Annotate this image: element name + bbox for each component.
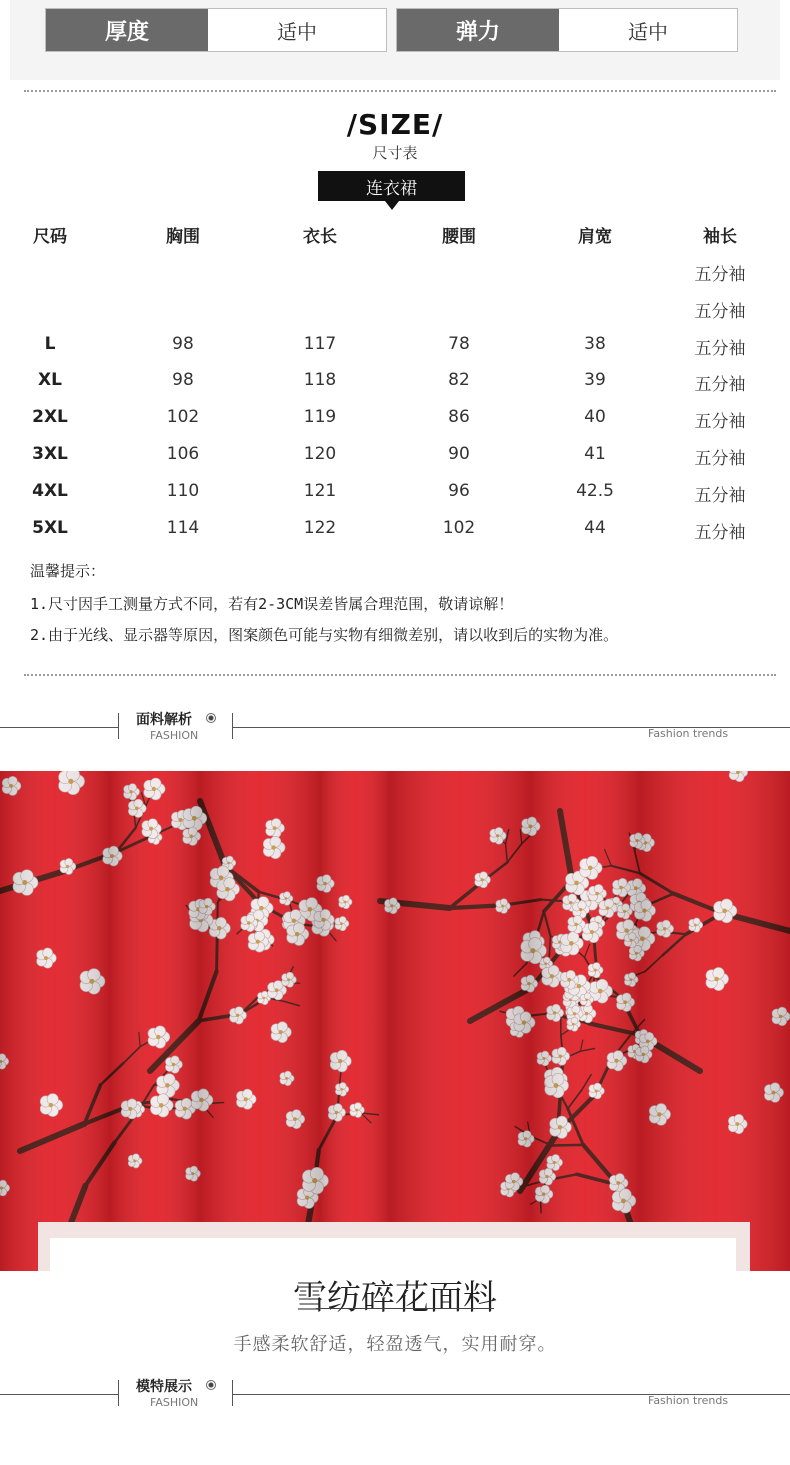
caption-frame <box>736 1222 750 1271</box>
size-table-cell: 39 <box>584 370 606 390</box>
size-table-cell: 五分袖 <box>694 375 746 395</box>
size-table-cell: 117 <box>303 334 337 354</box>
section-subtitle: FASHION <box>150 729 199 742</box>
size-table-cell: 120 <box>303 444 337 464</box>
size-table-cell: 98 <box>172 334 194 354</box>
dotted-divider <box>24 674 776 676</box>
size-table-cell: 114 <box>166 518 200 538</box>
title-underline <box>316 1308 494 1309</box>
attribute-value: 适中 <box>628 19 668 44</box>
size-table-cell: 78 <box>448 334 470 354</box>
size-label-cell: 3XL <box>32 444 68 464</box>
size-table-cell: 五分袖 <box>694 486 746 506</box>
size-table-cell: 102 <box>166 407 200 427</box>
fabric-title: 雪纺碎花面料 <box>293 1278 497 1318</box>
dotted-divider <box>24 90 776 92</box>
size-table-cell: 122 <box>303 518 337 538</box>
size-title: /SIZE/ <box>346 108 444 141</box>
size-table-cell: 119 <box>303 407 337 427</box>
size-table-cell: 86 <box>448 407 470 427</box>
section-trend-label: Fashion trends <box>648 1394 729 1407</box>
size-label-cell: XL <box>38 370 62 390</box>
size-table-cell: 五分袖 <box>694 302 746 322</box>
size-table-cell: 106 <box>166 444 200 464</box>
size-table-header: 肩宽 <box>578 227 612 247</box>
floral-pattern-image <box>0 771 790 1271</box>
divider-bar <box>232 713 233 739</box>
dress-tag: 连衣裙 <box>318 171 465 201</box>
section-header-model <box>0 1374 790 1414</box>
fabric-photo <box>0 771 790 1271</box>
size-table-cell: 98 <box>172 370 194 390</box>
size-label-cell: 5XL <box>32 518 68 538</box>
size-table-cell: 42.5 <box>576 481 614 501</box>
divider-bar <box>118 1380 119 1406</box>
divider-bar <box>232 1380 233 1406</box>
size-table-cell: 121 <box>303 481 337 501</box>
caption-frame <box>38 1222 750 1238</box>
size-table-cell: 40 <box>584 407 606 427</box>
bullet-icon <box>206 1380 216 1390</box>
size-table-cell: 102 <box>442 518 476 538</box>
size-table-header: 腰围 <box>442 227 476 247</box>
tip-line-2: 2.由于光线、显示器等原因，图案颜色可能与实物有细微差别，请以收到后的实物为准。 <box>30 626 619 644</box>
size-table-cell: 44 <box>584 518 606 538</box>
tip-line-1: 1.尺寸因手工测量方式不同，若有2-3CM误差皆属合理范围，敬请谅解！ <box>30 595 514 613</box>
size-label-cell: 2XL <box>32 407 68 427</box>
divider-line <box>0 1394 118 1395</box>
size-table-cell: 82 <box>448 370 470 390</box>
size-table-cell: 38 <box>584 334 606 354</box>
size-table-header: 袖长 <box>703 227 737 247</box>
bullet-icon <box>206 713 216 723</box>
size-table-cell: 五分袖 <box>694 449 746 469</box>
size-table-cell: 90 <box>448 444 470 464</box>
attribute-value: 适中 <box>277 19 317 44</box>
section-header-fabric <box>0 707 790 747</box>
size-table-cell: 五分袖 <box>694 339 746 359</box>
size-table-cell: 41 <box>584 444 606 464</box>
size-subtitle: 尺寸表 <box>372 144 418 162</box>
size-label-cell: 4XL <box>32 481 68 501</box>
size-table-cell: 五分袖 <box>694 265 746 285</box>
size-table-cell: 118 <box>303 370 337 390</box>
section-trend-label: Fashion trends <box>648 727 729 740</box>
size-table-cell: 五分袖 <box>694 412 746 432</box>
attribute-thickness <box>45 8 387 52</box>
size-table-header: 胸围 <box>166 227 200 247</box>
size-table-header: 衣长 <box>303 227 337 247</box>
size-table-cell: 96 <box>448 481 470 501</box>
section-subtitle: FASHION <box>150 1396 199 1409</box>
size-table-cell: 110 <box>166 481 200 501</box>
fabric-description: 手感柔软舒适，轻盈透气，实用耐穿。 <box>233 1334 557 1355</box>
section-title: 面料解析 <box>136 712 192 728</box>
tips-heading: 温馨提示： <box>30 562 106 580</box>
attribute-elasticity <box>396 8 738 52</box>
divider-bar <box>118 713 119 739</box>
size-label-cell: L <box>44 334 56 354</box>
tag-pointer-icon <box>385 201 399 210</box>
attribute-key: 厚度 <box>46 9 208 51</box>
size-table-cell: 五分袖 <box>694 523 746 543</box>
attribute-key: 弹力 <box>397 9 559 51</box>
caption-frame <box>38 1222 50 1271</box>
size-table-header: 尺码 <box>33 227 67 247</box>
divider-line <box>0 727 118 728</box>
section-title: 模特展示 <box>136 1379 192 1395</box>
